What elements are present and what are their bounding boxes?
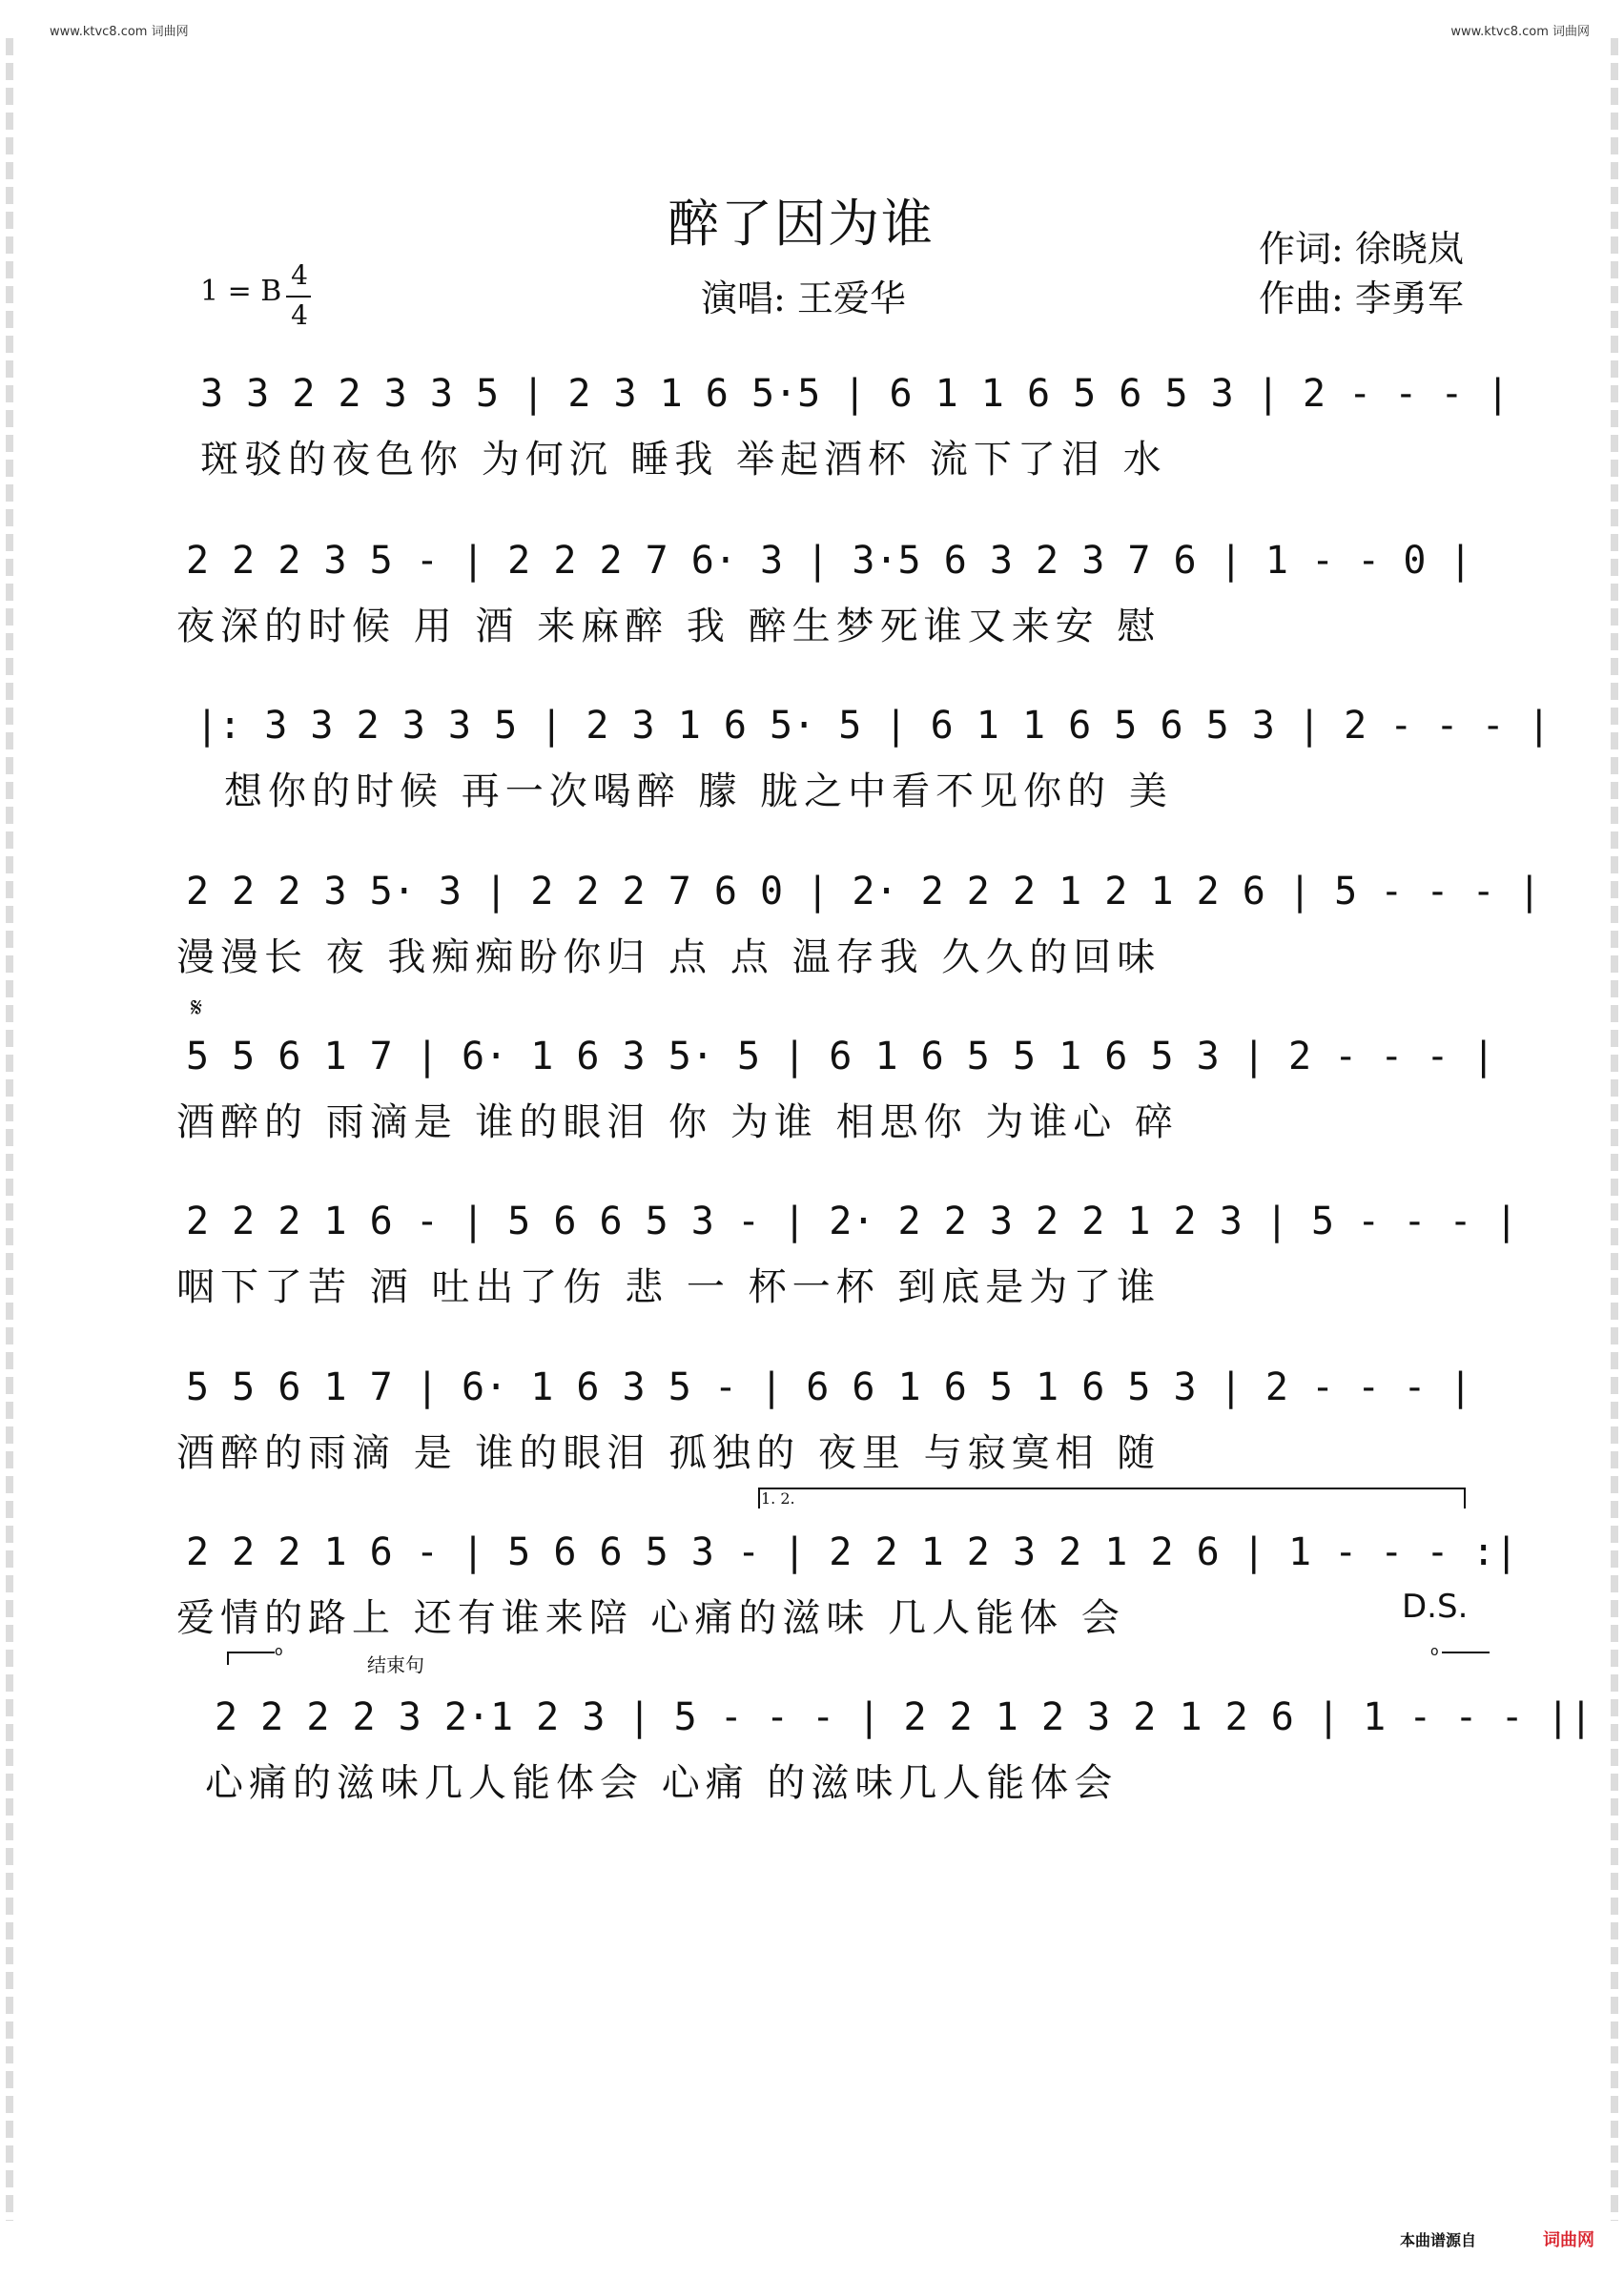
notation-line: 2 2 2 1 6 - | 5 6 6 5 3 - | 2 2 1 2 3 2 1 2 6 | 1 - - - :| — [186, 1530, 1518, 1574]
composer-credit: 作曲: 李勇军 — [1259, 277, 1464, 319]
time-signature-bottom: 4 — [291, 299, 308, 331]
notation-line: 2 2 2 3 5 - | 2 2 2 7 6· 3 | 3·5 6 3 2 3 7 6 | 1 - - 0 | — [186, 539, 1472, 583]
lyric-line: 想你的时候 再一次喝醉 朦 胧之中看不见你的 美 — [224, 770, 1173, 813]
lyric-line: 心痛的滋味几人能体会 心痛 的滋味几人能体会 — [205, 1761, 1119, 1805]
site-watermark-left: www.ktvc8.com 词曲网 — [50, 25, 189, 39]
system-9 — [0, 1686, 1624, 1886]
notation-line: 2 2 2 2 3 2·1 2 3 | 5 - - - | 2 2 1 2 3 2 1 2 6 | 1 - - - || — [215, 1695, 1593, 1739]
coda-label: 结束句 — [367, 1653, 424, 1676]
lyric-line: 漫漫长 夜 我痴痴盼你归 点 点 温存我 久久的回味 — [176, 935, 1161, 979]
coda-circle-right: o — [1430, 1644, 1439, 1659]
song-title: 醉了因为谁 — [668, 194, 935, 254]
coda-line-right — [1442, 1652, 1490, 1653]
time-signature-top: 4 — [291, 259, 308, 291]
lyric-line: 酒醉的雨滴 是 谁的眼泪 孤独的 夜里 与寂寞相 随 — [176, 1431, 1161, 1475]
coda-circle-left: o — [275, 1644, 283, 1659]
coda-line-left — [227, 1652, 275, 1653]
lyric-line: 斑驳的夜色你 为何沉 睡我 举起酒杯 流下了泪 水 — [200, 438, 1167, 482]
notation-line: 2 2 2 1 6 - | 5 6 6 5 3 - | 2· 2 2 3 2 2 1 2 3 | 5 - - - | — [186, 1200, 1518, 1243]
lyric-line: 咽下了苦 酒 吐出了伤 悲 一 杯一杯 到底是为了谁 — [176, 1265, 1161, 1309]
footer-source-label: 本曲谱源自 — [1400, 2231, 1477, 2249]
notation-line: 2 2 2 3 5· 3 | 2 2 2 7 6 0 | 2· 2 2 2 1 2 1 2 6 | 5 - - - | — [186, 870, 1541, 913]
notation-line: 5 5 6 1 7 | 6· 1 6 3 5 - | 6 6 1 6 5 1 6 5 3 | 2 - - - | — [186, 1365, 1472, 1409]
singer-credit: 演唱: 王爱华 — [701, 277, 906, 319]
site-watermark-right: www.ktvc8.com 词曲网 — [1450, 25, 1590, 39]
segno-mark: 𝄋 — [191, 992, 203, 1023]
volta-bracket — [758, 1488, 1466, 1508]
lyric-line: 夜深的时候 用 酒 来麻醉 我 醉生梦死谁又来安 慰 — [176, 605, 1161, 648]
footer-brand: 词曲网 — [1543, 2230, 1594, 2250]
notation-line: 5 5 6 1 7 | 6· 1 6 3 5· 5 | 6 1 6 5 5 1 6 5 3 | 2 - - - | — [186, 1035, 1495, 1078]
lyric-line: 酒醉的 雨滴是 谁的眼泪 你 为谁 相思你 为谁心 碎 — [176, 1100, 1180, 1144]
notation-line: |: 3 3 2 3 3 5 | 2 3 1 6 5· 5 | 6 1 1 6 5 6 5 3 | 2 - - - | — [195, 704, 1551, 748]
key-signature: 1 = B — [200, 275, 282, 308]
time-signature-line — [286, 296, 311, 298]
notation-line: 3 3 2 2 3 3 5 | 2 3 1 6 5·5 | 6 1 1 6 5 6 5 3 | 2 - - - | — [200, 372, 1510, 416]
dal-segno-mark: D.S. — [1402, 1588, 1469, 1626]
volta-label: 1. 2. — [761, 1489, 795, 1508]
lyric-line: 爱情的路上 还有谁来陪 心痛的滋味 几人能体 会 — [176, 1596, 1125, 1640]
coda-tick-left — [227, 1652, 229, 1665]
lyricist-credit: 作词: 徐晓岚 — [1259, 228, 1464, 270]
